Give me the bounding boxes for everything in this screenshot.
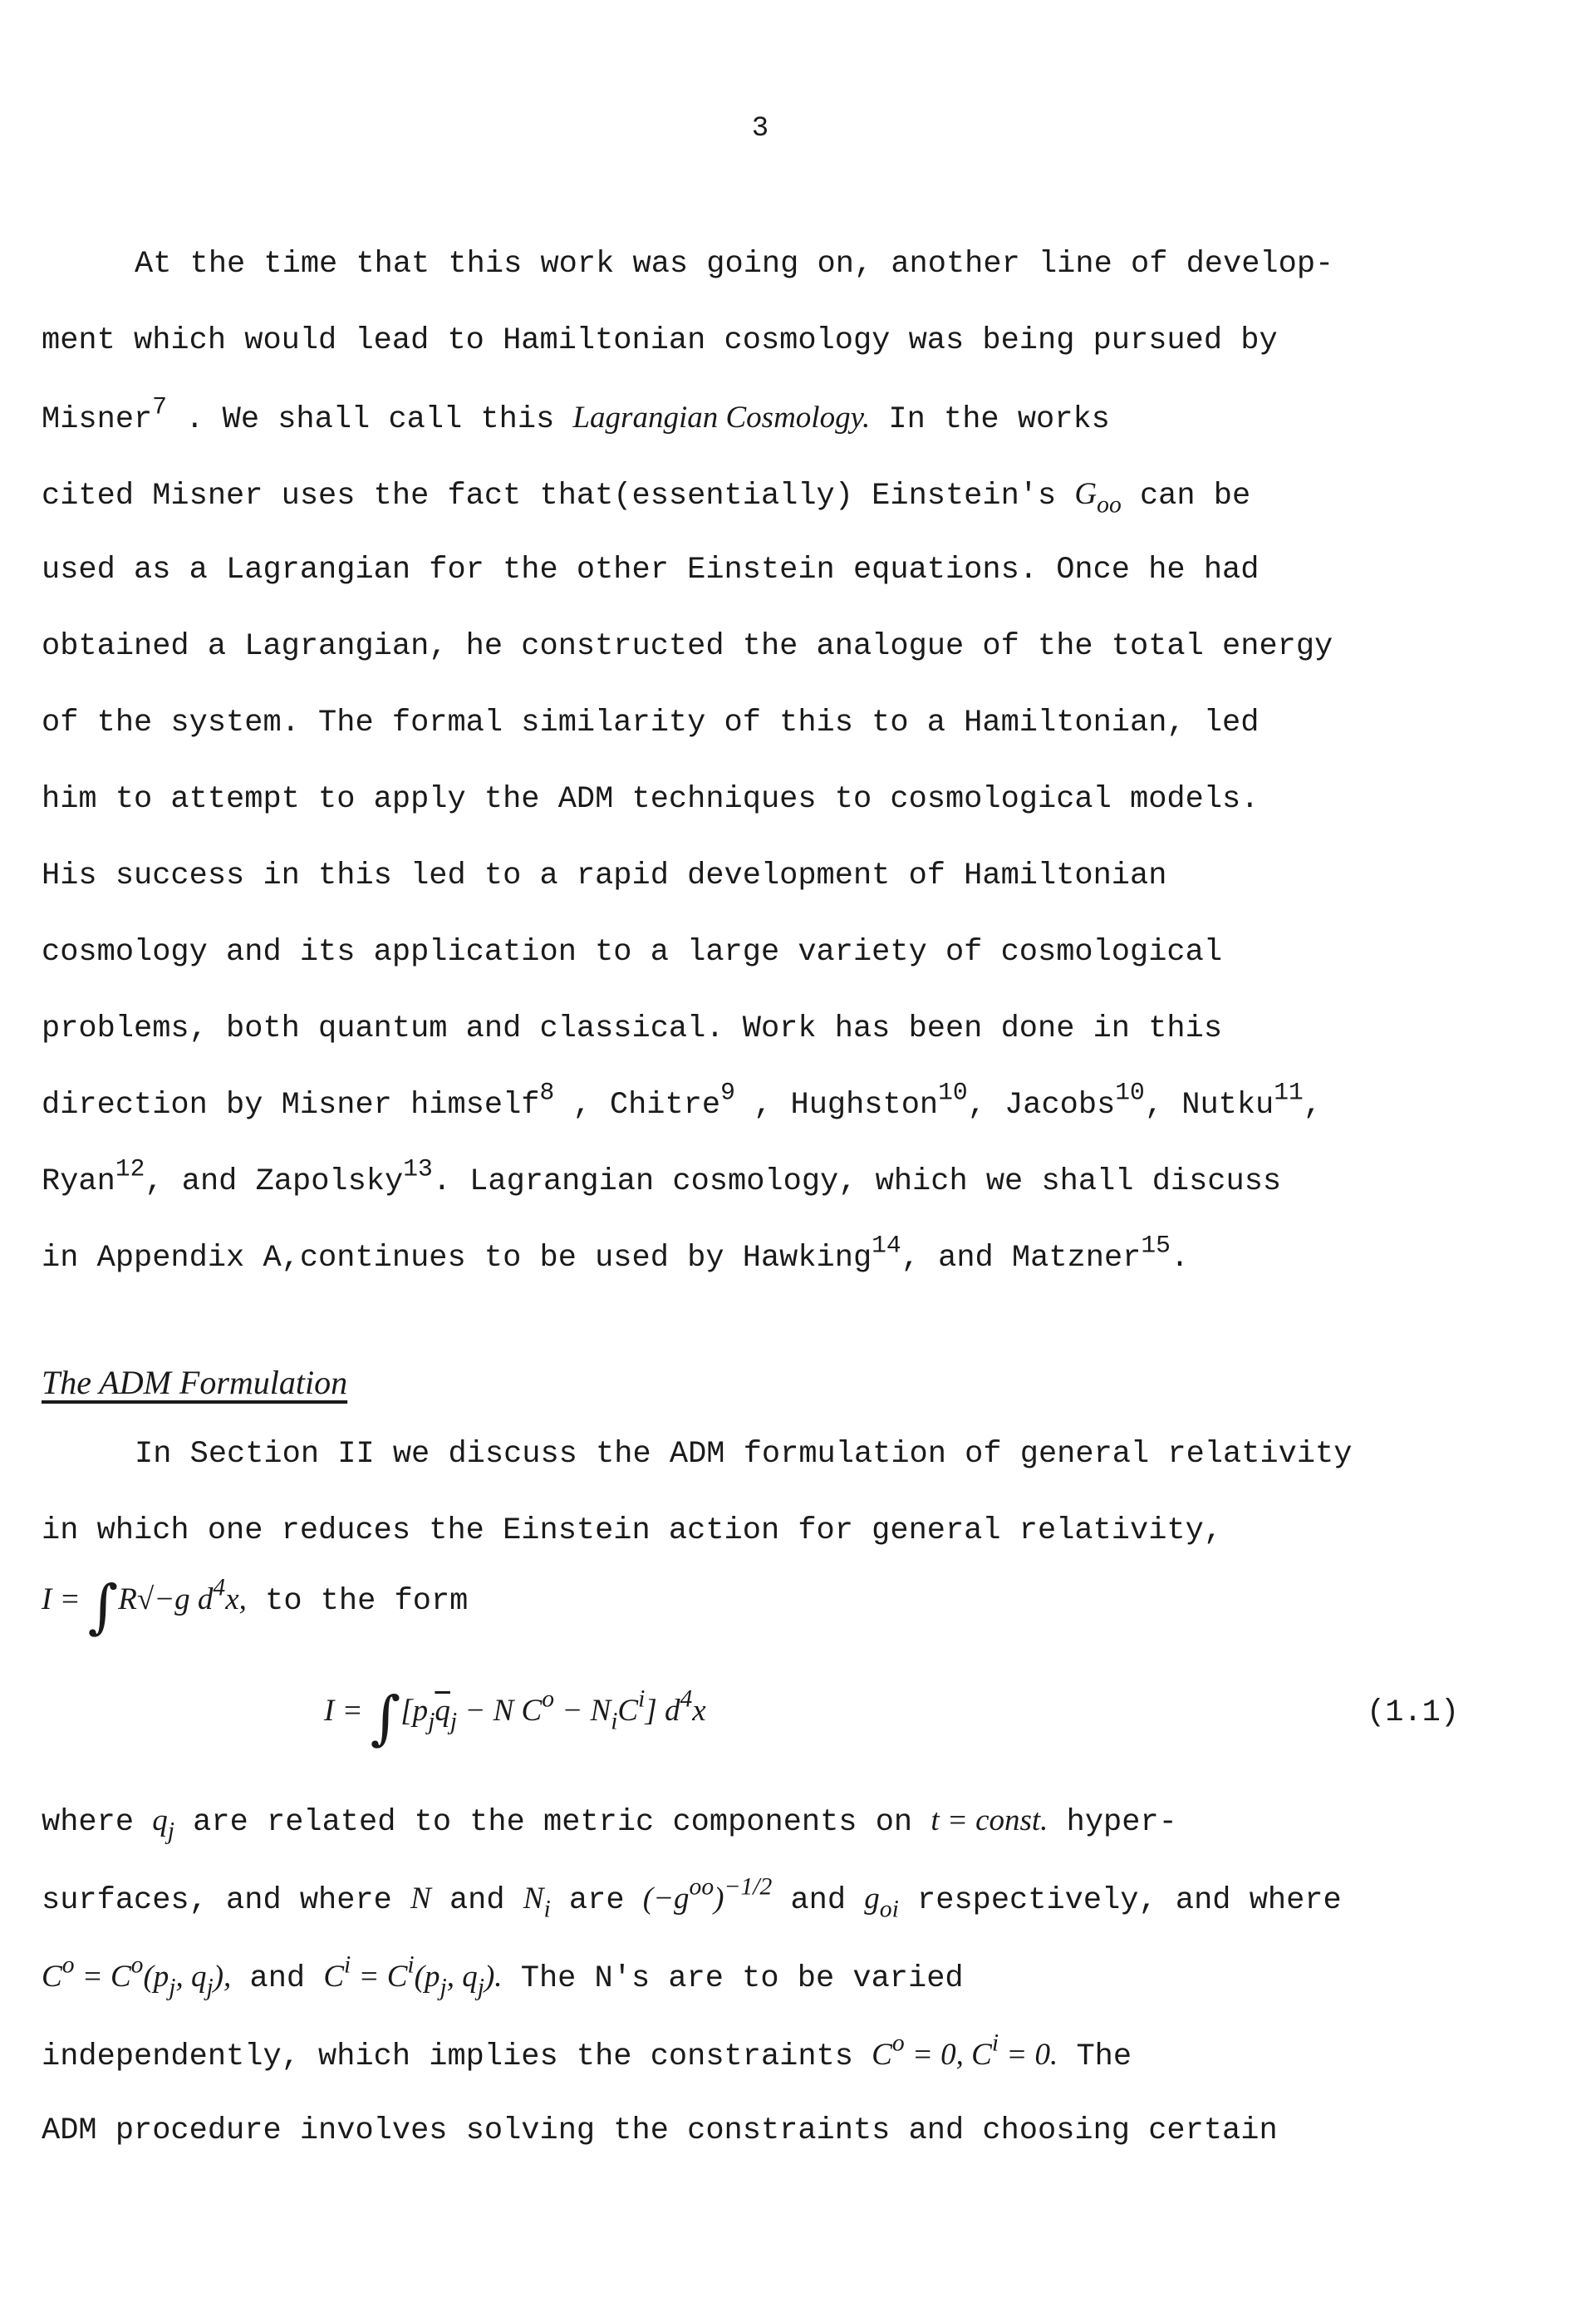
- text-run: ,: [1303, 1088, 1323, 1123]
- text-line: In Section II we discuss the ADM formulation of general relativity: [135, 1437, 1353, 1472]
- math-subscript: j: [428, 1708, 435, 1735]
- math-symbol: G: [1074, 477, 1098, 511]
- text-line: [42, 1154, 1282, 1199]
- text-line: of the system. The formal similarity of this to a Hamiltonian, led: [42, 706, 1260, 740]
- math-superscript: o: [61, 1951, 75, 1979]
- citation-ref: 7: [152, 392, 167, 421]
- text-run: In the works: [870, 402, 1110, 437]
- math-superscript: i: [991, 2029, 999, 2057]
- text-run: , Jacobs: [967, 1088, 1116, 1123]
- text-run: The: [1058, 2039, 1132, 2074]
- citation-ref: 15: [1141, 1231, 1171, 1260]
- text-line: ADM procedure involves solving the constraints and choosing certain: [42, 2113, 1278, 2148]
- math-superscript: o: [891, 2029, 905, 2057]
- text-run: and: [772, 1883, 865, 1918]
- display-equation: [324, 1684, 706, 1752]
- text-run: and: [430, 1883, 523, 1918]
- text-line: [42, 477, 1251, 519]
- text-line: obtained a Lagrangian, he constructed the analogue of the total energy: [42, 629, 1333, 664]
- text-run: direction by Misner himself: [42, 1088, 540, 1123]
- math-subscript: j: [169, 1974, 176, 2001]
- text-run: respectively, and where: [898, 1883, 1342, 1918]
- math-expression: (p: [143, 1960, 169, 1994]
- text-run: The N's are to be varied: [502, 1961, 964, 1996]
- math-expression: ).: [484, 1960, 503, 1994]
- math-subscript: j: [477, 1974, 484, 2001]
- math-variable: x: [692, 1694, 706, 1728]
- math-superscript: i: [407, 1951, 415, 1979]
- text-run: can be: [1121, 479, 1251, 514]
- text-run: surfaces, and where: [42, 1883, 411, 1918]
- math-qdot: $\overline{q}$: [435, 1694, 450, 1728]
- math-term: − N C: [457, 1694, 543, 1728]
- text-run: where: [42, 1805, 153, 1840]
- text-run: , Nutku: [1144, 1088, 1274, 1123]
- math-superscript: 4: [213, 1574, 226, 1601]
- text-run: .: [1170, 1241, 1190, 1276]
- math-subscript: j: [449, 1708, 458, 1735]
- math-expression: t = const.: [931, 1803, 1048, 1837]
- text-line: problems, both quantum and classical. Work has been done in this: [42, 1011, 1223, 1046]
- citation-ref: 12: [115, 1154, 145, 1183]
- math-term: C: [617, 1694, 639, 1728]
- text-run: Misner: [42, 402, 153, 437]
- math-variable: C: [42, 1960, 62, 1994]
- math-term: ] d: [645, 1694, 680, 1728]
- math-superscript: 4: [680, 1685, 693, 1713]
- math-subscript: oo: [1097, 491, 1122, 519]
- math-expression: (−g: [642, 1882, 690, 1916]
- text-run: , and Zapolsky: [145, 1164, 404, 1199]
- text-line: His success in this led to a rapid development of Hamiltonian: [42, 858, 1167, 893]
- page-number: 3: [751, 113, 769, 145]
- equation-number: (1.1): [1367, 1695, 1460, 1730]
- math-expression: (p: [414, 1960, 440, 1994]
- text-run: . We shall call this: [167, 402, 573, 437]
- math-subscript: i: [611, 1708, 618, 1735]
- text-line: in which one reduces the Einstein action for general relativity,: [42, 1513, 1223, 1548]
- text-run: and: [231, 1961, 324, 1996]
- text-line: used as a Lagrangian for the other Einstein equations. Once he had: [42, 553, 1260, 588]
- text-line: [42, 392, 1110, 437]
- math-lhs: I =: [324, 1694, 371, 1728]
- math-expression: , q: [175, 1960, 207, 1994]
- text-run: are related to the metric components on: [174, 1805, 931, 1840]
- math-superscript: o: [542, 1685, 555, 1713]
- math-variable: C: [323, 1960, 345, 1994]
- math-expression: = C: [351, 1960, 408, 1994]
- math-exponent: −1/2: [724, 1873, 773, 1901]
- text-line: [42, 1951, 964, 2001]
- citation-ref: 14: [872, 1231, 901, 1260]
- math-variable: g: [864, 1882, 880, 1916]
- citation-ref: 11: [1274, 1078, 1304, 1107]
- text-line: [42, 1803, 1177, 1845]
- text-run: . Lagrangian cosmology, which we shall discuss: [432, 1164, 1282, 1199]
- math-subscript: oi: [879, 1896, 899, 1923]
- text-run: , Chitre: [554, 1088, 721, 1123]
- text-line: At the time that this work was going on, another line of develop-: [135, 247, 1334, 282]
- text-line: [42, 2029, 1132, 2074]
- math-expression: = C: [74, 1960, 131, 1994]
- math-superscript: i: [638, 1685, 646, 1713]
- math-term: [p: [400, 1694, 429, 1728]
- math-expression: = 0.: [999, 2038, 1058, 2072]
- citation-ref: 10: [938, 1078, 968, 1107]
- text-line: cosmology and its application to a large variety of cosmological: [42, 935, 1223, 970]
- math-expression: ),: [213, 1960, 232, 1994]
- math-subscript: j: [167, 1818, 174, 1845]
- section-heading: The ADM Formulation: [42, 1364, 348, 1401]
- math-variable: q: [152, 1803, 168, 1837]
- text-line: ment which would lead to Hamiltonian cosmology was being pursued by: [42, 323, 1278, 358]
- math-variable: N: [523, 1882, 544, 1916]
- emphasis: Lagrangian Cosmology.: [572, 401, 871, 435]
- math-subscript: j: [206, 1974, 214, 2001]
- citation-ref: 13: [403, 1154, 433, 1183]
- math-subscript: j: [440, 1974, 447, 2001]
- citation-ref: 8: [539, 1078, 555, 1107]
- math-superscript: i: [344, 1951, 351, 1979]
- math-expression: , q: [446, 1960, 478, 1994]
- citation-ref: 9: [720, 1078, 735, 1107]
- math-superscript: oo: [689, 1873, 715, 1901]
- text-run: in Appendix A,continues to be used by Hawking: [42, 1241, 872, 1276]
- text-run: are: [550, 1883, 643, 1918]
- math-expression: ): [714, 1882, 724, 1916]
- text-line: [42, 1078, 1323, 1123]
- text-line: [42, 1231, 1190, 1276]
- math-variable: N: [410, 1882, 431, 1916]
- math-integrand: R√−g d: [118, 1582, 214, 1616]
- text-run: , Hughston: [734, 1088, 939, 1123]
- math-term: − N: [554, 1694, 611, 1728]
- text-run: to the form: [246, 1584, 469, 1619]
- text-run: , and Matzner: [901, 1241, 1142, 1276]
- inline-equation: [42, 1572, 469, 1640]
- math-subscript: i: [543, 1896, 551, 1923]
- text-line: him to attempt to apply the ADM techniques to cosmological models.: [42, 782, 1260, 817]
- math-expression: = 0, C: [904, 2038, 992, 2072]
- integral-sign: ∫: [87, 1572, 119, 1640]
- text-run: Ryan: [42, 1164, 115, 1199]
- text-line: [42, 1873, 1342, 1923]
- math-superscript: o: [130, 1951, 144, 1979]
- math-lhs: I =: [42, 1582, 88, 1616]
- integral-sign: ∫: [370, 1684, 401, 1752]
- text-run: hyper-: [1048, 1805, 1177, 1840]
- math-variable: C: [872, 2038, 892, 2072]
- citation-ref: 10: [1115, 1078, 1145, 1107]
- math-variable: x,: [225, 1582, 247, 1616]
- text-run: independently, which implies the constraints: [42, 2039, 872, 2074]
- text-run: cited Misner uses the fact that(essentially) Einstein's: [42, 479, 1075, 514]
